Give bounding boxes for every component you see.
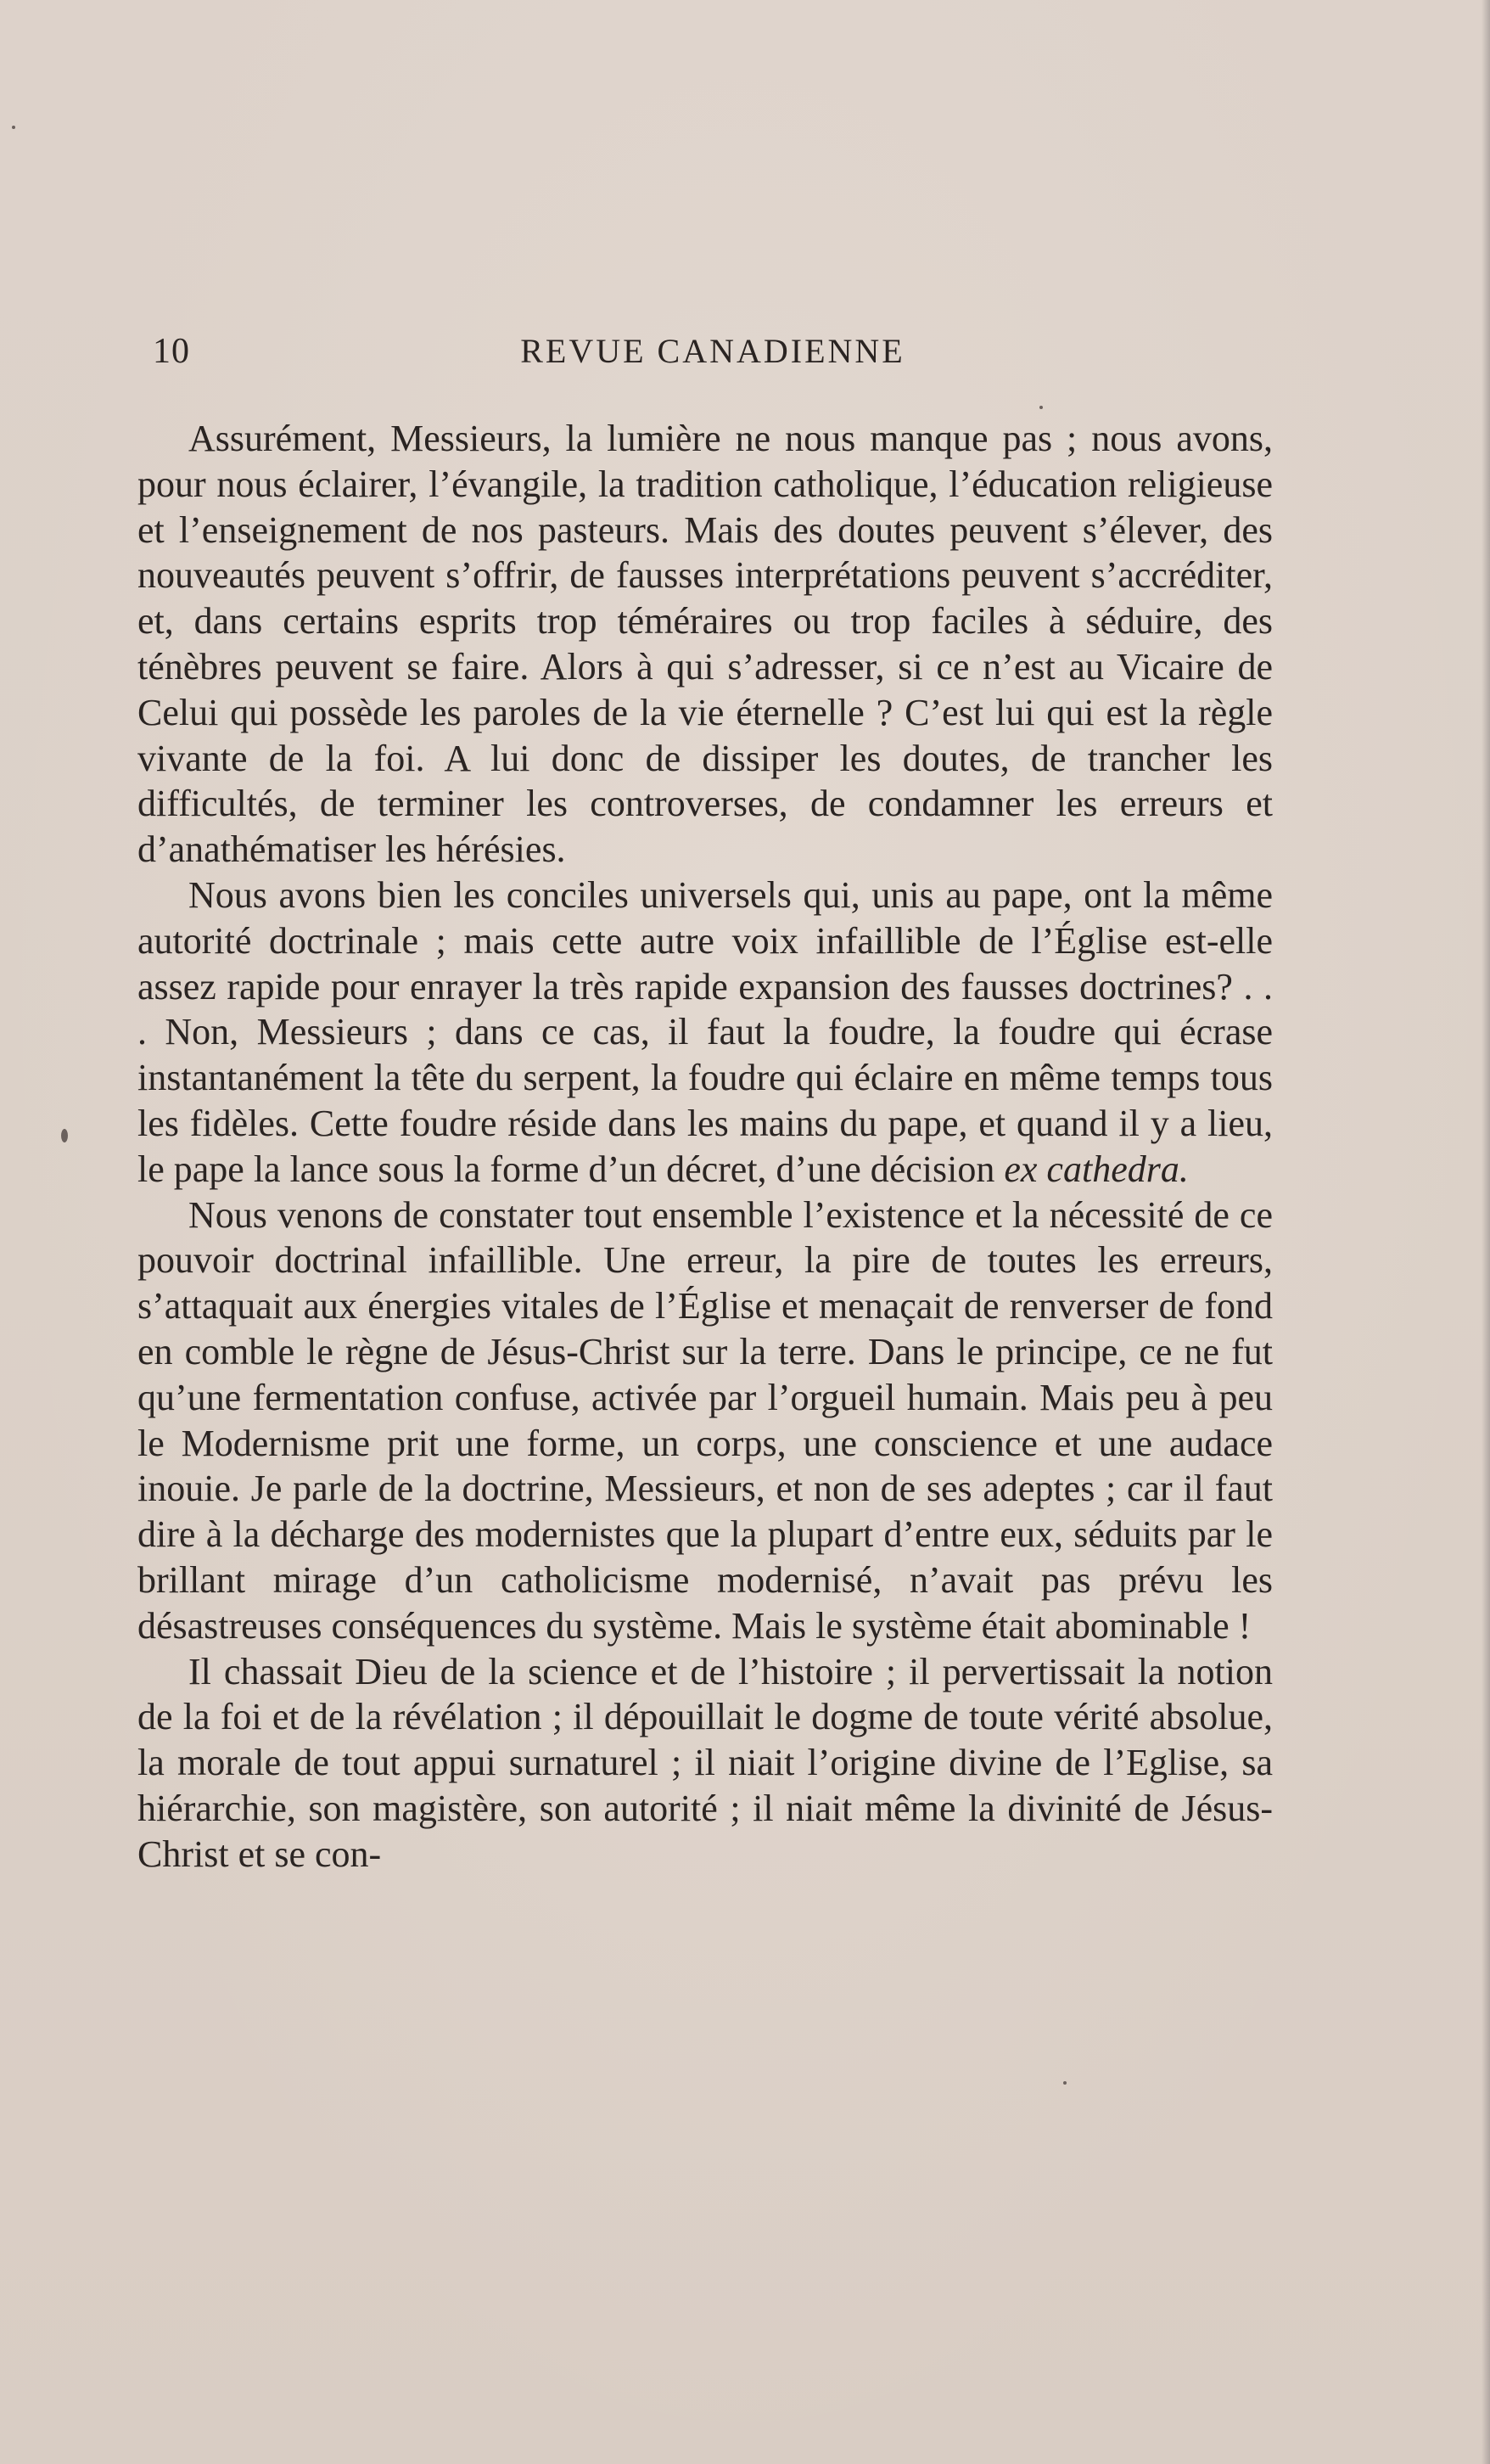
paragraph-2-text: Nous avons bien les conciles universels qui, unis au pape, ont la même autorité doctrinale ; mais cette autre voix infaillible de l’Église est-elle assez rapide pour enrayer la très rapide expansion des fausses doctrines? . . . Non, Messieurs ; dans ce cas, il faut la foudre, la foudre qui écrase instantanément la tête du serpent, la foudre qui éclaire en même temps tous les fidèles. Cette foudre réside dans les mains du pape, et quand il y a lieu, le pape la lance sous la forme d’un décret, d’une décision	[137, 873, 1273, 1190]
paragraph-1: Assurément, Messieurs, la lumière ne nous manque pas ; nous avons, pour nous éclairer, l’évangile, la tradition catholique, l’éducation religieuse et l’enseignement de nos pasteurs. Mais des doutes peuvent s’élever, des nouveautés peuvent s’offrir, de fausses interprétations peuvent s’accréditer, et, dans certains esprits trop téméraires ou trop faciles à séduire, des ténèbres peuvent se faire. Alors à qui s’adresser, si ce n’est au Vicaire de Celui qui possède les paroles de la vie éternelle ? C’est lui qui est la règle vivante de la foi. A lui donc de dissiper les doutes, de trancher les difficultés, de terminer les controverses, de condamner les erreurs et d’anathématiser les hérésies.	[137, 418, 1273, 871]
page-edge-shadow	[1482, 0, 1490, 2464]
ink-speck	[1063, 2081, 1067, 2085]
paragraph-2	[137, 873, 1273, 1193]
running-header	[153, 326, 1273, 377]
paragraph-2-italic: ex cathedra.	[1004, 1148, 1189, 1190]
paragraph-4: Il chassait Dieu de la science et de l’histoire ; il pervertissait la notion de la foi et de la révélation ; il dépouillait le dogme de toute vérité absolue, la morale de tout appui surnaturel ; il niait l’origine divine de l’Eglise, sa hiérarchie, son magistère, son autorité ; il niait même la divinité de Jésus-Christ et se con-	[137, 1650, 1273, 1875]
page-number: 10	[153, 332, 190, 371]
running-title: REVUE CANADIENNE	[520, 332, 905, 370]
ink-speck	[61, 1129, 68, 1142]
ink-speck	[12, 126, 15, 129]
ink-speck	[1039, 406, 1043, 409]
body-text	[137, 416, 1273, 1877]
paragraph-3: Nous venons de constater tout ensemble l’existence et la nécessité de ce pouvoir doctrinal infaillible. Une erreur, la pire de toutes les erreurs, s’attaquait aux énergies vitales de l’Église et menaçait de renverser de fond en comble le règne de Jésus-Christ sur la terre. Dans le principe, ce ne fut qu’une fermentation confuse, activée par l’orgueil humain. Mais peu à peu le Modernisme prit une forme, un corps, une conscience et une audace inouie. Je parle de la doctrine, Messieurs, et non de ses adeptes ; car il faut dire à la décharge des modernistes que la plupart d’entre eux, séduits par le brillant mirage d’un catholicisme modernisé, n’avait pas prévu les désastreuses conséquences du système. Mais le système était abominable !	[137, 1193, 1273, 1647]
